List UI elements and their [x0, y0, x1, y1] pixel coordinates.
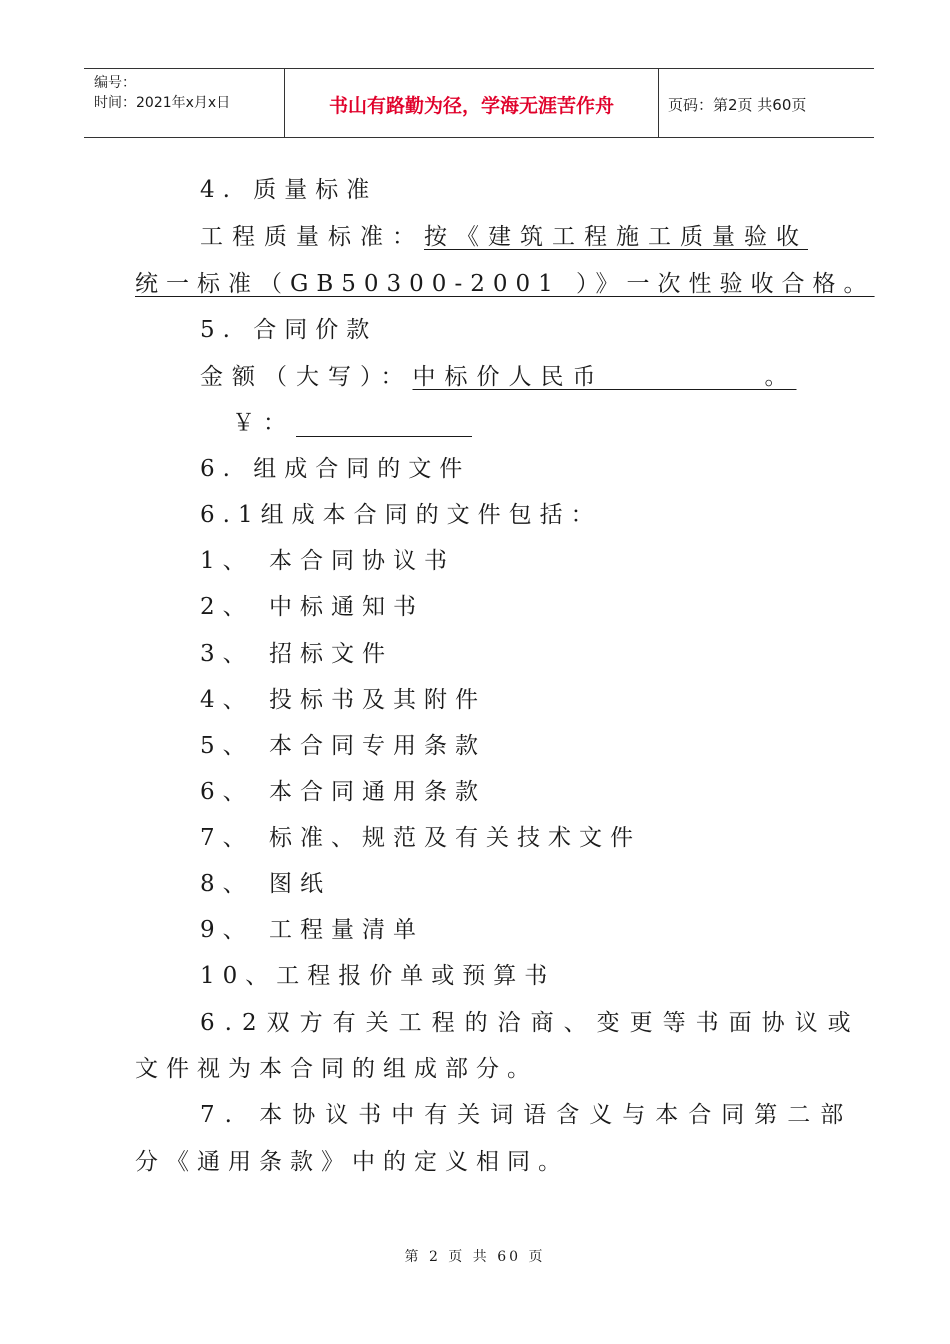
list-item: 5、 本合同专用条款: [200, 733, 486, 759]
header-motto-cell: [284, 69, 659, 137]
list-item: 4、 投标书及其附件: [200, 687, 486, 713]
amount-label: 金额（大写）：: [200, 364, 413, 390]
section-6-title: 6. 组成合同的文件: [200, 456, 471, 482]
amount-line: [200, 362, 797, 392]
quality-standard-line: [200, 222, 808, 252]
header-page-cell: [658, 69, 874, 137]
page-label: 页码：第2页 共60页: [668, 96, 807, 114]
time-label: 时间：2021年x月x日: [94, 95, 231, 111]
section-6-1: 6.1组成本合同的文件包括：: [200, 502, 602, 528]
section-7-line-2: 分《通用条款》中的定义相同。: [135, 1149, 569, 1175]
list-item: 2、 中标通知书: [200, 594, 424, 620]
serial-label: 编号：: [94, 75, 136, 91]
page-footer: 第 2 页 共 60 页: [404, 1249, 546, 1265]
section-7-line-1: 7. 本协议书中有关词语含义与本合同第二部: [200, 1102, 854, 1128]
list-item: 8、 图纸: [200, 871, 331, 897]
quality-standard-value-2: 统一标准（GB50300-2001 ）》一次性验收合格。: [135, 271, 875, 297]
quality-standard-value: 按《建筑工程施工质量验收: [424, 224, 808, 250]
section-6-2-line-1: 6.2双方有关工程的洽商、变更等书面协议或: [200, 1010, 861, 1036]
list-item: 7、 标准、规范及有关技术文件: [200, 825, 641, 851]
yen-line: [232, 408, 294, 438]
page-header: [84, 68, 874, 138]
quality-standard-label: 工程质量标准：: [200, 224, 424, 250]
quality-standard-line-2: [135, 269, 875, 299]
section-5-title: 5. 合同价款: [200, 317, 378, 343]
list-item: 3、 招标文件: [200, 641, 393, 667]
list-item: 1、 本合同协议书: [200, 548, 455, 574]
yen-blank: [296, 414, 472, 437]
yen-label: ￥：: [232, 410, 294, 436]
motto: 书山有路勤为径，学海无涯苦作舟: [328, 95, 614, 117]
section-6-2-line-2: 文件视为本合同的组成部分。: [135, 1056, 538, 1082]
section-4-title: 4. 质量标准: [200, 177, 378, 203]
amount-value: 中标价人民币 。: [412, 364, 797, 390]
list-item: 6、 本合同通用条款: [200, 779, 486, 805]
header-meta: [84, 69, 284, 137]
list-item: 10、工程报价单或预算书: [200, 963, 556, 989]
list-item: 9、 工程量清单: [200, 917, 424, 943]
